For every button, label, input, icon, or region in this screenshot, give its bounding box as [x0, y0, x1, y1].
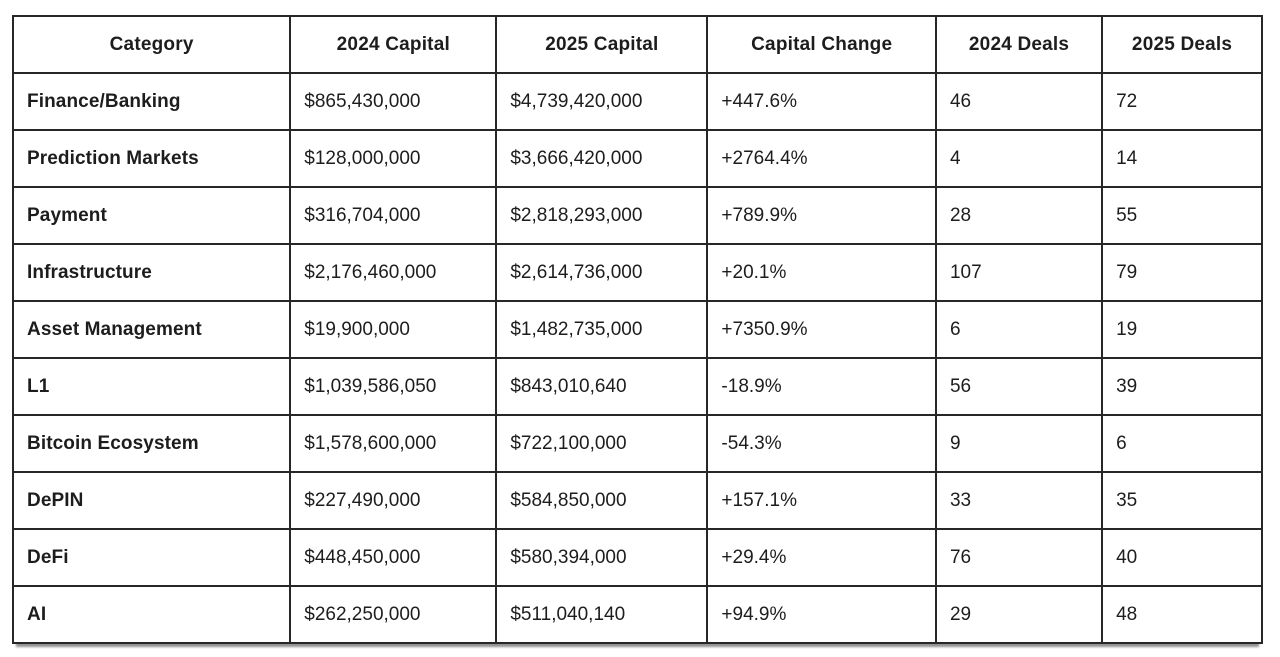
capital-2025-cell: $2,614,736,000	[496, 244, 707, 301]
column-header-2024-capital: 2024 Capital	[290, 16, 496, 73]
table-row	[13, 472, 1262, 529]
capital-change-cell: +2764.4%	[707, 130, 936, 187]
deals-2024-cell: 76	[936, 529, 1102, 586]
category-cell: Asset Management	[13, 301, 290, 358]
capital-change-cell: +29.4%	[707, 529, 936, 586]
column-header-2025-capital: 2025 Capital	[496, 16, 707, 73]
table-header-row	[13, 16, 1262, 73]
deals-2024-cell: 28	[936, 187, 1102, 244]
category-cell: Infrastructure	[13, 244, 290, 301]
category-cell: L1	[13, 358, 290, 415]
capital-change-cell: +157.1%	[707, 472, 936, 529]
capital-change-cell: +789.9%	[707, 187, 936, 244]
capital-change-cell: +94.9%	[707, 586, 936, 643]
deals-2025-cell: 39	[1102, 358, 1262, 415]
deals-2025-cell: 79	[1102, 244, 1262, 301]
deals-2024-cell: 6	[936, 301, 1102, 358]
capital-2025-cell: $580,394,000	[496, 529, 707, 586]
capital-2025-cell: $3,666,420,000	[496, 130, 707, 187]
capital-change-cell: +7350.9%	[707, 301, 936, 358]
table-row	[13, 244, 1262, 301]
table-row	[13, 358, 1262, 415]
capital-2024-cell: $19,900,000	[290, 301, 496, 358]
capital-2025-cell: $511,040,140	[496, 586, 707, 643]
capital-2025-cell: $4,739,420,000	[496, 73, 707, 130]
deals-2024-cell: 46	[936, 73, 1102, 130]
capital-2025-cell: $584,850,000	[496, 472, 707, 529]
capital-2025-cell: $2,818,293,000	[496, 187, 707, 244]
table-row	[13, 586, 1262, 643]
deals-2025-cell: 19	[1102, 301, 1262, 358]
deals-2024-cell: 107	[936, 244, 1102, 301]
capital-2024-cell: $227,490,000	[290, 472, 496, 529]
category-cell: DeFi	[13, 529, 290, 586]
category-cell: Bitcoin Ecosystem	[13, 415, 290, 472]
deals-2024-cell: 33	[936, 472, 1102, 529]
category-cell: DePIN	[13, 472, 290, 529]
table-row	[13, 301, 1262, 358]
table-row	[13, 415, 1262, 472]
capital-change-cell: -54.3%	[707, 415, 936, 472]
capital-2024-cell: $1,039,586,050	[290, 358, 496, 415]
deals-2024-cell: 9	[936, 415, 1102, 472]
capital-2024-cell: $865,430,000	[290, 73, 496, 130]
capital-2024-cell: $2,176,460,000	[290, 244, 496, 301]
table-row	[13, 529, 1262, 586]
capital-2025-cell: $1,482,735,000	[496, 301, 707, 358]
deals-2025-cell: 40	[1102, 529, 1262, 586]
deals-2025-cell: 72	[1102, 73, 1262, 130]
column-header-capital-change: Capital Change	[707, 16, 936, 73]
category-cell: Finance/Banking	[13, 73, 290, 130]
category-cell: Prediction Markets	[13, 130, 290, 187]
capital-change-cell: +20.1%	[707, 244, 936, 301]
funding-comparison-table-container	[12, 15, 1263, 644]
category-cell: Payment	[13, 187, 290, 244]
deals-2025-cell: 55	[1102, 187, 1262, 244]
category-cell: AI	[13, 586, 290, 643]
deals-2024-cell: 4	[936, 130, 1102, 187]
deals-2025-cell: 48	[1102, 586, 1262, 643]
capital-change-cell: -18.9%	[707, 358, 936, 415]
table-row	[13, 187, 1262, 244]
deals-2024-cell: 29	[936, 586, 1102, 643]
capital-2024-cell: $128,000,000	[290, 130, 496, 187]
capital-change-cell: +447.6%	[707, 73, 936, 130]
column-header-category: Category	[13, 16, 290, 73]
capital-2024-cell: $448,450,000	[290, 529, 496, 586]
capital-2024-cell: $316,704,000	[290, 187, 496, 244]
deals-2024-cell: 56	[936, 358, 1102, 415]
column-header-2025-deals: 2025 Deals	[1102, 16, 1262, 73]
capital-2024-cell: $1,578,600,000	[290, 415, 496, 472]
table-row	[13, 73, 1262, 130]
capital-2025-cell: $722,100,000	[496, 415, 707, 472]
funding-comparison-table	[12, 15, 1263, 644]
deals-2025-cell: 35	[1102, 472, 1262, 529]
deals-2025-cell: 14	[1102, 130, 1262, 187]
table-row	[13, 130, 1262, 187]
capital-2025-cell: $843,010,640	[496, 358, 707, 415]
column-header-2024-deals: 2024 Deals	[936, 16, 1102, 73]
capital-2024-cell: $262,250,000	[290, 586, 496, 643]
deals-2025-cell: 6	[1102, 415, 1262, 472]
